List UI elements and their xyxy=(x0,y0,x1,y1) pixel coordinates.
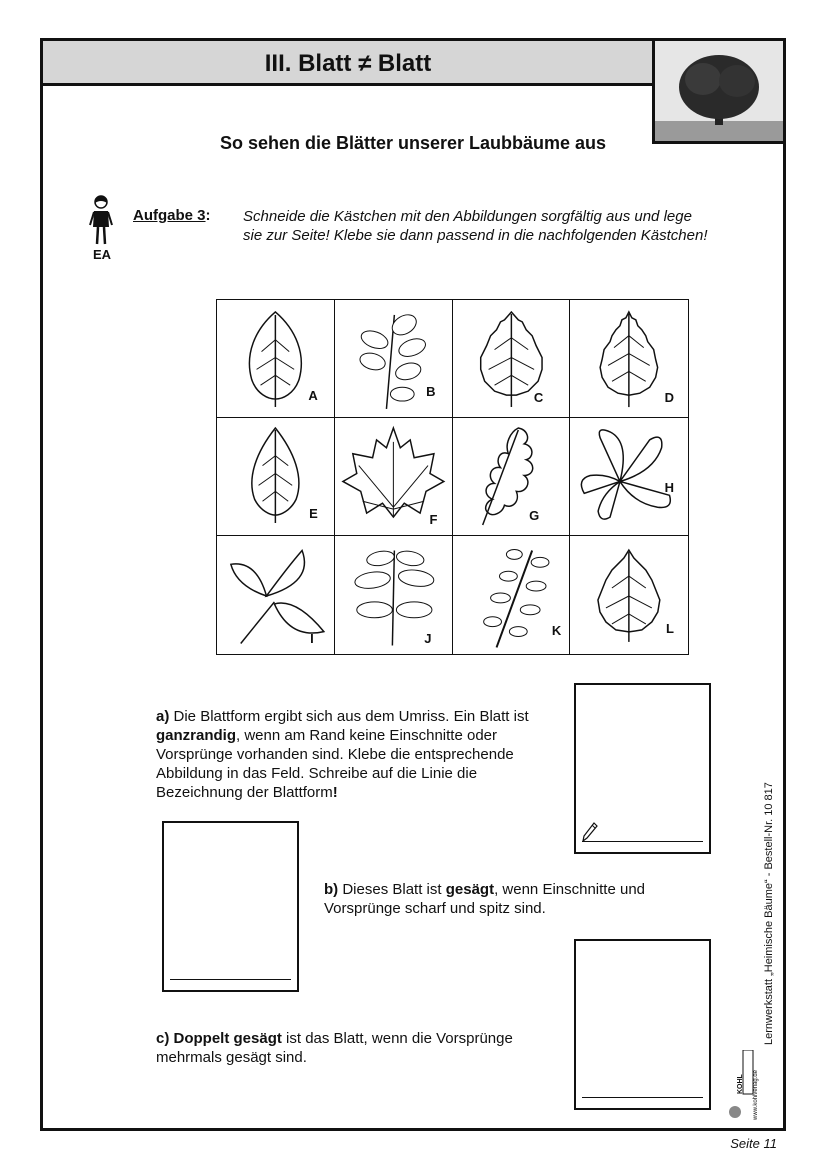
series-order-number: Lernwerkstatt „Heimische Bäume“ - Bestell-Nr. 10 817 xyxy=(763,782,775,1045)
publisher-name: KOHL xyxy=(737,1074,744,1094)
part-b-text xyxy=(324,880,654,918)
part-b-text-2: , wenn Einschnitte und Vorsprünge scharf und spitz sind. xyxy=(324,881,646,917)
leaf-chestnut-icon xyxy=(217,536,334,654)
page-subtitle: So sehen die Blätter unserer Laubbäume aus xyxy=(219,133,607,153)
leaf-letter: H xyxy=(664,480,674,495)
leaf-letter: A xyxy=(308,388,318,403)
part-a-bold: ganzrandig xyxy=(156,727,237,744)
leaf-cell-l[interactable] xyxy=(570,536,688,654)
leaf-oak-icon xyxy=(453,418,570,535)
answer-line-c[interactable] xyxy=(582,1097,703,1098)
part-a-text xyxy=(156,707,556,802)
leaf-pinnate-icon xyxy=(335,536,452,654)
paste-box-a[interactable] xyxy=(574,683,711,854)
leaf-letter: F xyxy=(429,512,438,527)
task-label-colon: : xyxy=(205,207,211,224)
task-label-text: Aufgabe 3 xyxy=(133,207,206,224)
leaf-letter: C xyxy=(533,390,544,405)
leaf-cell-k[interactable] xyxy=(453,536,571,654)
ea-badge: EA xyxy=(92,247,112,262)
leaf-cell-f[interactable] xyxy=(335,418,453,536)
leaf-cell-i[interactable] xyxy=(217,536,335,654)
part-b-bold: gesägt xyxy=(445,881,495,898)
answer-line-b[interactable] xyxy=(170,979,291,980)
part-c-marker: c) xyxy=(156,1030,170,1047)
leaf-serrated-icon xyxy=(453,300,570,417)
leaf-cell-a[interactable] xyxy=(217,300,335,418)
leaf-cell-e[interactable] xyxy=(217,418,335,536)
part-c-text xyxy=(156,1029,556,1067)
leaf-compound-icon xyxy=(335,300,452,417)
leaf-letter: G xyxy=(529,508,540,523)
paste-box-b[interactable] xyxy=(162,821,299,992)
part-a-marker: a) xyxy=(156,708,170,725)
paste-box-c[interactable] xyxy=(574,939,711,1110)
part-a-text-1: Die Blattform ergibt sich aus dem Umriss. Ein Blatt ist xyxy=(173,708,529,725)
leaf-letter: E xyxy=(309,506,318,521)
tree-photo xyxy=(652,41,783,144)
part-b-marker: b) xyxy=(324,881,339,898)
part-c-text-2: ist das Blatt, wenn die Vorsprünge mehrmals gesägt sind. xyxy=(156,1030,513,1066)
publisher-logo xyxy=(727,1050,759,1122)
publisher-url: www.kohlverlag.de xyxy=(753,1069,759,1120)
task-instructions: Schneide die Kästchen mit den Abbildungen sorgfältig aus und lege sie zur Seite! Klebe sie dann passend in die nachfolgenden Kästchen! xyxy=(243,208,708,244)
leaf-palmate-icon xyxy=(570,418,688,535)
leaf-letter: B xyxy=(426,384,436,399)
page-number: Seite 11 xyxy=(730,1136,777,1151)
leaf-grid xyxy=(216,299,689,655)
part-a-bold-end: ! xyxy=(332,784,338,801)
part-b-text-1: Dieses Blatt ist xyxy=(342,881,446,898)
task-label xyxy=(133,207,211,224)
leaf-cell-h[interactable] xyxy=(570,418,688,536)
leaf-lime-icon xyxy=(570,536,688,654)
leaf-letter: K xyxy=(551,623,562,638)
chapter-title: III. Blatt ≠ Blatt xyxy=(264,50,432,77)
leaf-letter: I xyxy=(310,631,314,646)
leaf-cell-b[interactable] xyxy=(335,300,453,418)
leaf-cell-j[interactable] xyxy=(335,536,453,654)
leaf-cell-g[interactable] xyxy=(453,418,571,536)
answer-line-a[interactable] xyxy=(582,841,703,842)
leaf-letter: L xyxy=(666,621,674,636)
part-a-text-2: , wenn am Rand keine Einschnitte oder Vorsprünge vorhanden sind. Klebe die entsprechende Abbildung in das Feld. Schreibe auf die Linie die Bezeichnung der Blattform xyxy=(156,727,514,801)
leaf-cell-c[interactable] xyxy=(453,300,571,418)
leaf-letter: J xyxy=(424,631,432,646)
leaf-cell-d[interactable] xyxy=(570,300,688,418)
part-c-bold: Doppelt gesägt xyxy=(173,1030,282,1047)
leaf-letter: D xyxy=(664,390,674,405)
pencil-icon xyxy=(582,822,598,842)
person-icon xyxy=(88,195,114,247)
